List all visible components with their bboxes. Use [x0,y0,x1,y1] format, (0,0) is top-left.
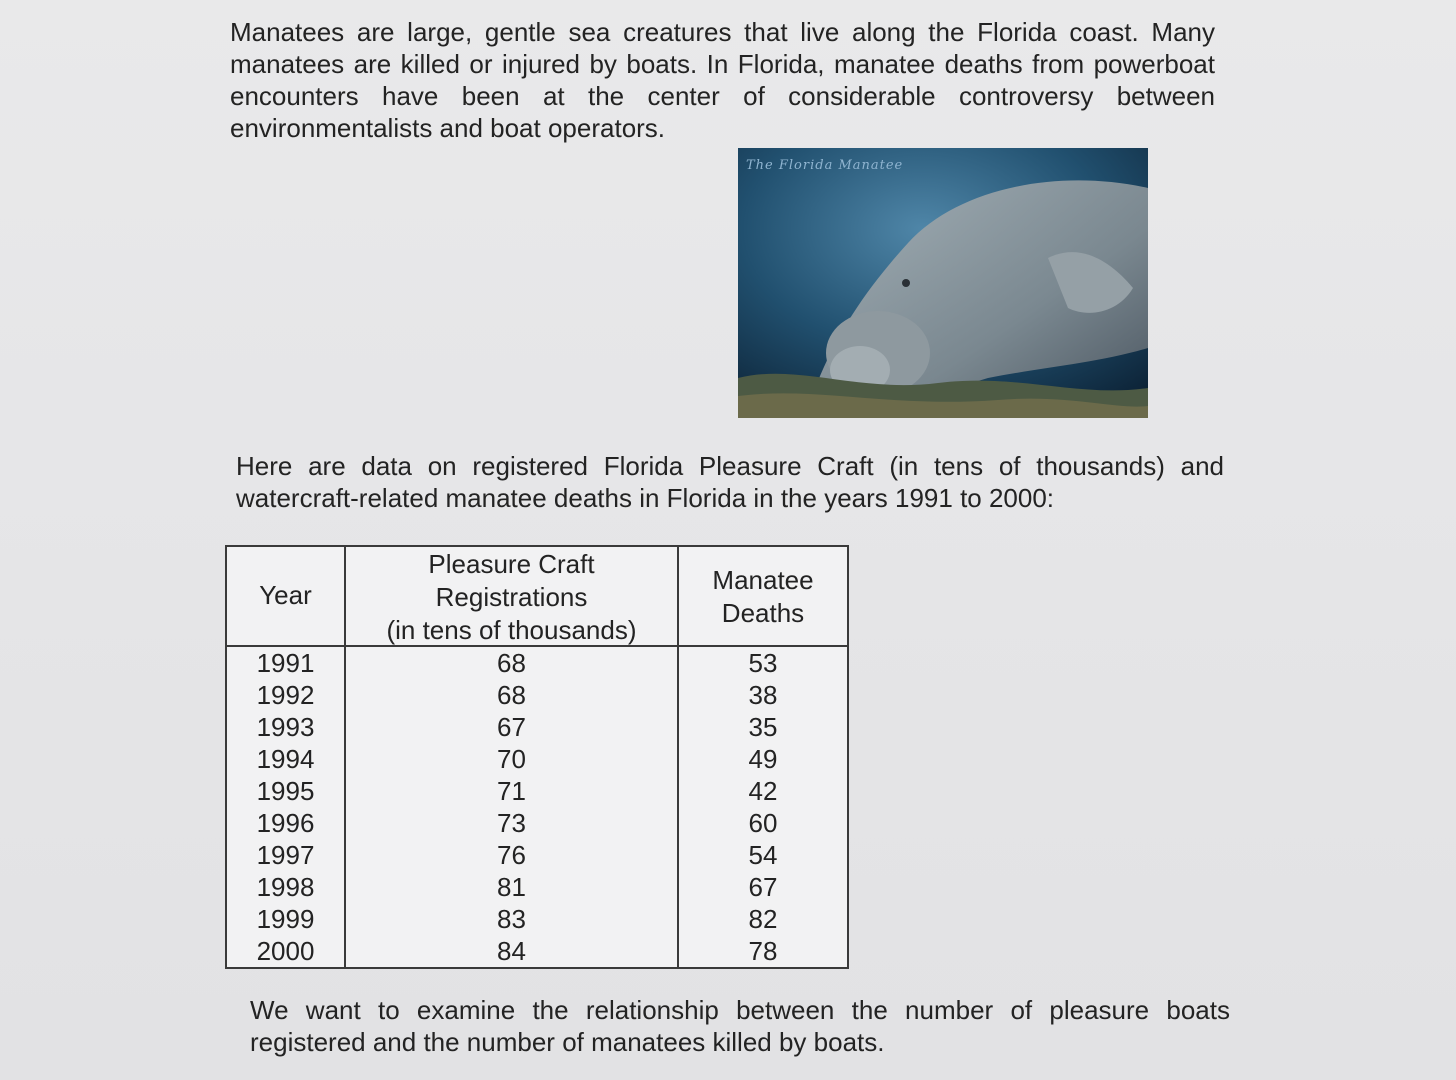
table-cell-registrations: 70 [497,744,526,774]
table-cell-year: 2000 [256,936,315,966]
table-cell-deaths: 67 [748,872,778,902]
intro-paragraph: Manatees are large, gentle sea creatures that live along the Florida coast. Many manatees are killed or injured by boats. In Florida, manatee deaths from powerboat encounters have been at the center of considerable controversy between environmentalists and boat operators. [230,17,1215,143]
registrations-column [346,647,677,967]
table-cell-registrations: 67 [497,712,526,742]
table-cell-registrations: 71 [497,776,526,806]
header-deaths-line: Deaths [721,598,805,628]
table-cell-year: 1993 [256,712,315,742]
data-table [225,545,849,969]
table-cell-deaths: 38 [748,680,778,710]
table-cell-deaths: 82 [748,904,778,934]
table-cell-registrations: 68 [497,648,526,678]
header-registrations-line: Registrations [435,582,588,612]
table-cell-registrations: 83 [497,904,526,934]
table-cell-year: 1994 [256,744,315,774]
table-cell-year: 1991 [256,648,315,678]
table-cell-year: 1995 [256,776,315,806]
table-cell-year: 1992 [256,680,315,710]
table-cell-year: 1999 [256,904,315,934]
table-cell-year: 1998 [256,872,315,902]
table-cell-deaths: 53 [748,648,778,678]
table-cell-deaths: 42 [748,776,778,806]
table-cell-deaths: 49 [748,744,778,774]
header-registrations [346,548,677,647]
table-cell-deaths: 54 [748,840,778,870]
deaths-column [679,647,847,967]
data-intro-paragraph: Here are data on registered Florida Pleasure Craft (in tens of thousands) and watercraft-related manatee deaths in Florida in the years 1991 to 2000: [236,451,1224,513]
header-year: Year [259,580,312,610]
table-cell-registrations: 84 [497,936,526,966]
table-cell-deaths: 35 [748,712,778,742]
closing-paragraph: We want to examine the relationship between the number of pleasure boats registered and the number of manatees killed by boats. [250,995,1230,1057]
table-cell-year: 1997 [256,840,315,870]
table-cell-registrations: 76 [497,840,526,870]
header-registrations-line: (in tens of thousands) [386,615,637,645]
table-cell-registrations: 81 [497,872,526,902]
header-deaths-line: Manatee [712,565,814,595]
manatee-photo [738,148,1148,418]
photo-caption: The Florida Manatee [746,158,904,173]
table-cell-registrations: 73 [497,808,526,838]
manatee-image [738,148,1148,418]
header-registrations-line: Pleasure Craft [428,549,595,579]
table-cell-year: 1996 [256,808,315,838]
table-cell-deaths: 60 [748,808,778,838]
table-cell-registrations: 68 [497,680,526,710]
year-column [227,647,344,967]
table-cell-deaths: 78 [748,936,778,966]
header-deaths [679,564,847,630]
